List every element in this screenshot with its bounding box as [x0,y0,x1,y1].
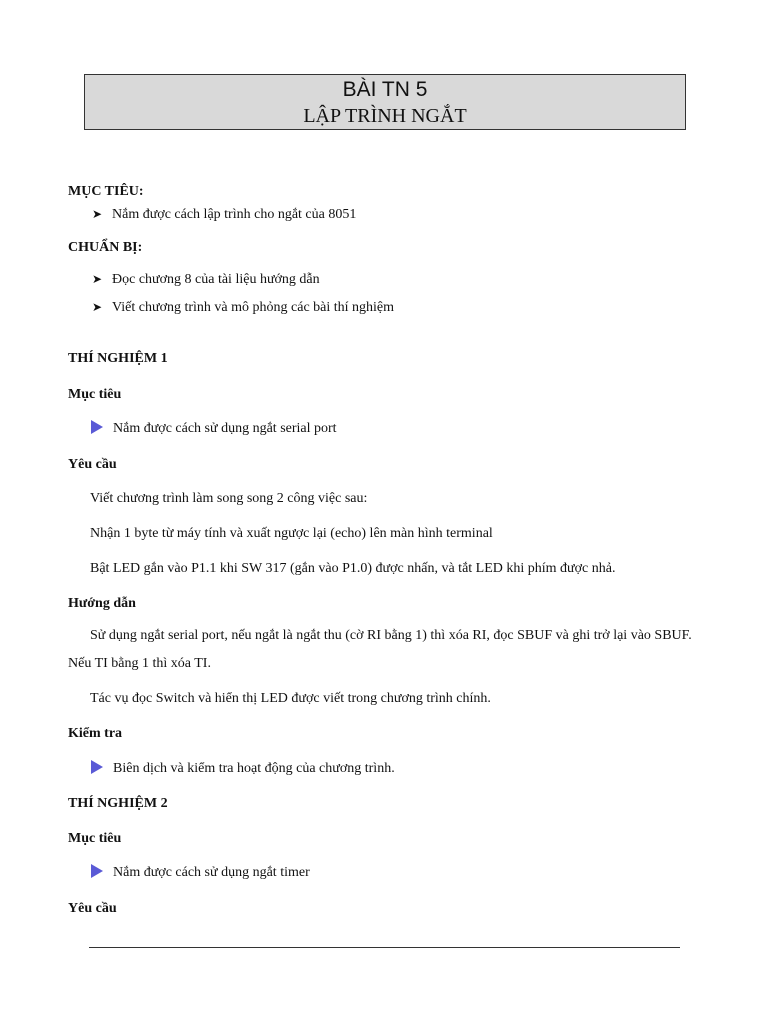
lab-title: BÀI TN 5 [342,78,428,101]
objective-item: ➤ Nắm được cách lập trình cho ngắt của 8051 [92,207,357,222]
triangle-bullet-icon [91,864,103,878]
objective-heading: MỤC TIÊU: [68,184,144,199]
exp1-check-item: Biên dịch và kiểm tra hoạt động của chương trình. [91,760,395,778]
exp1-req-line: Viết chương trình làm song song 2 công việc sau: [90,491,368,506]
exp1-guide-heading: Hướng dẫn [68,596,136,611]
prepare-item: ➤ Viết chương trình và mô phỏng các bài thí nghiệm [92,300,395,315]
exp1-goal-heading: Mục tiêu [68,387,122,402]
title-box [84,74,686,130]
arrow-bullet-icon: ➤ [92,300,103,314]
exp1-req-heading: Yêu cầu [68,457,117,472]
arrow-bullet-icon: ➤ [92,207,103,221]
triangle-bullet-icon [91,420,103,434]
exp1-req-line: Nhận 1 byte từ máy tính và xuất ngược lại (echo) lên màn hình terminal [90,526,493,541]
arrow-bullet-icon: ➤ [92,272,103,286]
exp1-check-heading: Kiểm tra [68,726,123,741]
exp1-heading: THÍ NGHIỆM 1 [68,351,168,366]
exp1-guide-paragraph: Sử dụng ngắt serial port, nếu ngắt là ngắt thu (cờ RI bằng 1) thì xóa RI, đọc SBUF và ghi trở lại vào SBUF. Nếu TI bằng 1 thì xóa TI. [68,628,692,671]
exp2-goal-heading: Mục tiêu [68,831,122,846]
exp1-goal-item: Nắm được cách sử dụng ngắt serial port [91,420,337,438]
exp1-guide-line: Tác vụ đọc Switch và hiển thị LED được viết trong chương trình chính. [90,691,491,706]
prepare-item: ➤ Đọc chương 8 của tài liệu hướng dẫn [92,272,320,287]
exp2-heading: THÍ NGHIỆM 2 [68,796,168,811]
prepare-heading: CHUẨN BỊ: [68,240,143,255]
triangle-bullet-icon [91,760,103,774]
exp2-req-heading: Yêu cầu [68,901,117,916]
exp1-req-line: Bật LED gắn vào P1.1 khi SW 317 (gắn vào P1.0) được nhấn, và tắt LED khi phím được nhả. [90,561,616,576]
footer-divider [89,947,680,948]
lab-subtitle: LẬP TRÌNH NGẮT [303,105,467,127]
exp2-goal-item: Nắm được cách sử dụng ngắt timer [91,864,310,882]
